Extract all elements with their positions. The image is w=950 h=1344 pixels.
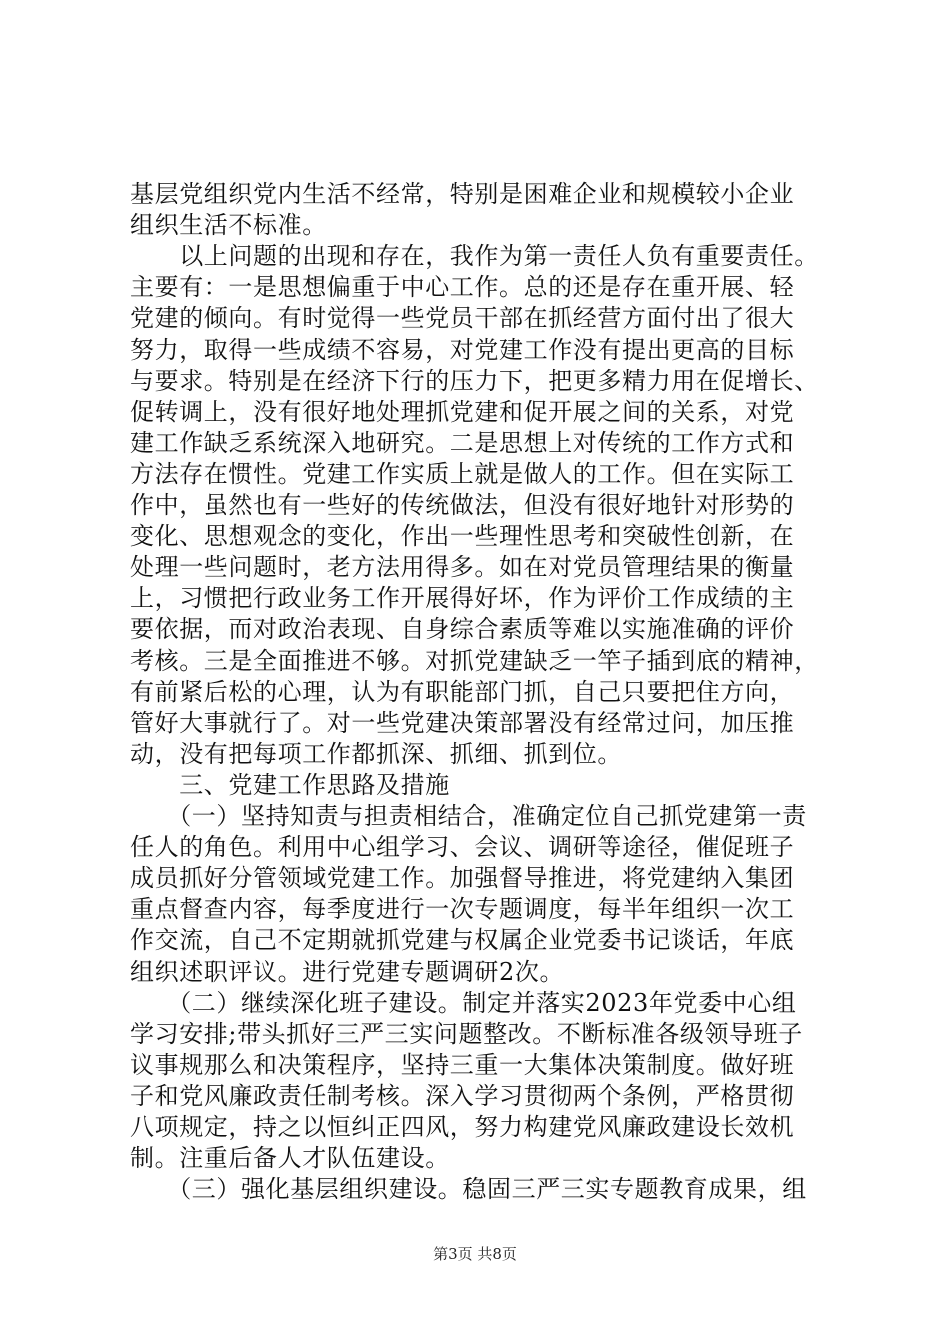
body-line: 变化、思想观念的变化，作出一些理性思考和突破性创新，在 bbox=[130, 522, 795, 550]
body-line: 与要求。特别是在经济下行的压力下，把更多精力用在促增长、 bbox=[130, 367, 819, 395]
body-line: 方法存在惯性。党建工作实质上就是做人的工作。但在实际工 bbox=[130, 460, 795, 488]
body-line: 促转调上，没有很好地处理抓党建和促开展之间的关系，对党 bbox=[130, 398, 795, 426]
body-line: 考核。三是全面推进不够。对抓党建缺乏一竿子插到底的精神， bbox=[130, 647, 819, 675]
body-line: 主要有：一是思想偏重于中心工作。总的还是存在重开展、轻 bbox=[130, 273, 795, 301]
body-line: 学习安排;带头抓好三严三实问题整改。不断标准各级领导班子 bbox=[130, 1020, 803, 1048]
body-line: 制。注重后备人才队伍建设。 bbox=[130, 1144, 450, 1172]
body-line: 要依据，而对政治表现、自身综合素质等难以实施准确的评价 bbox=[130, 615, 795, 643]
body-line: 作中，虽然也有一些好的传统做法，但没有很好地针对形势的 bbox=[130, 491, 795, 519]
body-line: 八项规定，持之以恒纠正四风，努力构建党风廉政建设长效机 bbox=[130, 1113, 795, 1141]
page-number-footer: 第3页 共8页 bbox=[433, 1245, 517, 1263]
body-line: 建工作缺乏系统深入地研究。二是思想上对传统的工作方式和 bbox=[130, 429, 795, 457]
body-line: 上，习惯把行政业务工作开展得好坏，作为评价工作成绩的主 bbox=[130, 584, 795, 612]
body-line: （三）强化基层组织建设。稳固三严三实专题教育成果，组 bbox=[130, 1175, 807, 1203]
body-line: 组织述职评议。进行党建专题调研2次。 bbox=[130, 958, 565, 986]
body-line: 成员抓好分管领域党建工作。加强督导推进，将党建纳入集团 bbox=[130, 864, 795, 892]
body-line: 努力，取得一些成绩不容易，对党建工作没有提出更高的目标 bbox=[130, 336, 795, 364]
body-line: （二）继续深化班子建设。制定并落实2023年党委中心组 bbox=[130, 989, 797, 1017]
body-line: 党建的倾向。有时觉得一些党员干部在抓经营方面付出了很大 bbox=[130, 304, 795, 332]
body-line: 处理一些问题时，老方法用得多。如在对党员管理结果的衡量 bbox=[130, 553, 795, 581]
body-line: 任人的角色。利用中心组学习、会议、调研等途径，催促班子 bbox=[130, 833, 795, 861]
body-line: 组织生活不标准。 bbox=[130, 211, 327, 239]
section-heading: 三、党建工作思路及措施 bbox=[130, 771, 450, 799]
body-line: （一）坚持知责与担责相结合，准确定位自己抓党建第一责 bbox=[130, 802, 807, 830]
body-line: 有前紧后松的心理，认为有职能部门抓，自己只要把住方向， bbox=[130, 678, 795, 706]
body-line: 动，没有把每项工作都抓深、抓细、抓到位。 bbox=[130, 740, 622, 768]
body-line: 以上问题的出现和存在，我作为第一责任人负有重要责任。 bbox=[130, 242, 819, 270]
body-line: 重点督查内容，每季度进行一次专题调度，每半年组织一次工 bbox=[130, 895, 795, 923]
body-line: 作交流，自己不定期就抓党建与权属企业党委书记谈话，年底 bbox=[130, 926, 795, 954]
body-line: 基层党组织党内生活不经常，特别是困难企业和规模较小企业 bbox=[130, 180, 795, 208]
body-line: 子和党风廉政责任制考核。深入学习贯彻两个条例，严格贯彻 bbox=[130, 1082, 795, 1110]
body-line: 管好大事就行了。对一些党建决策部署没有经常过问，加压推 bbox=[130, 709, 795, 737]
body-line: 议事规那么和决策程序，坚持三重一大集体决策制度。做好班 bbox=[130, 1051, 795, 1079]
